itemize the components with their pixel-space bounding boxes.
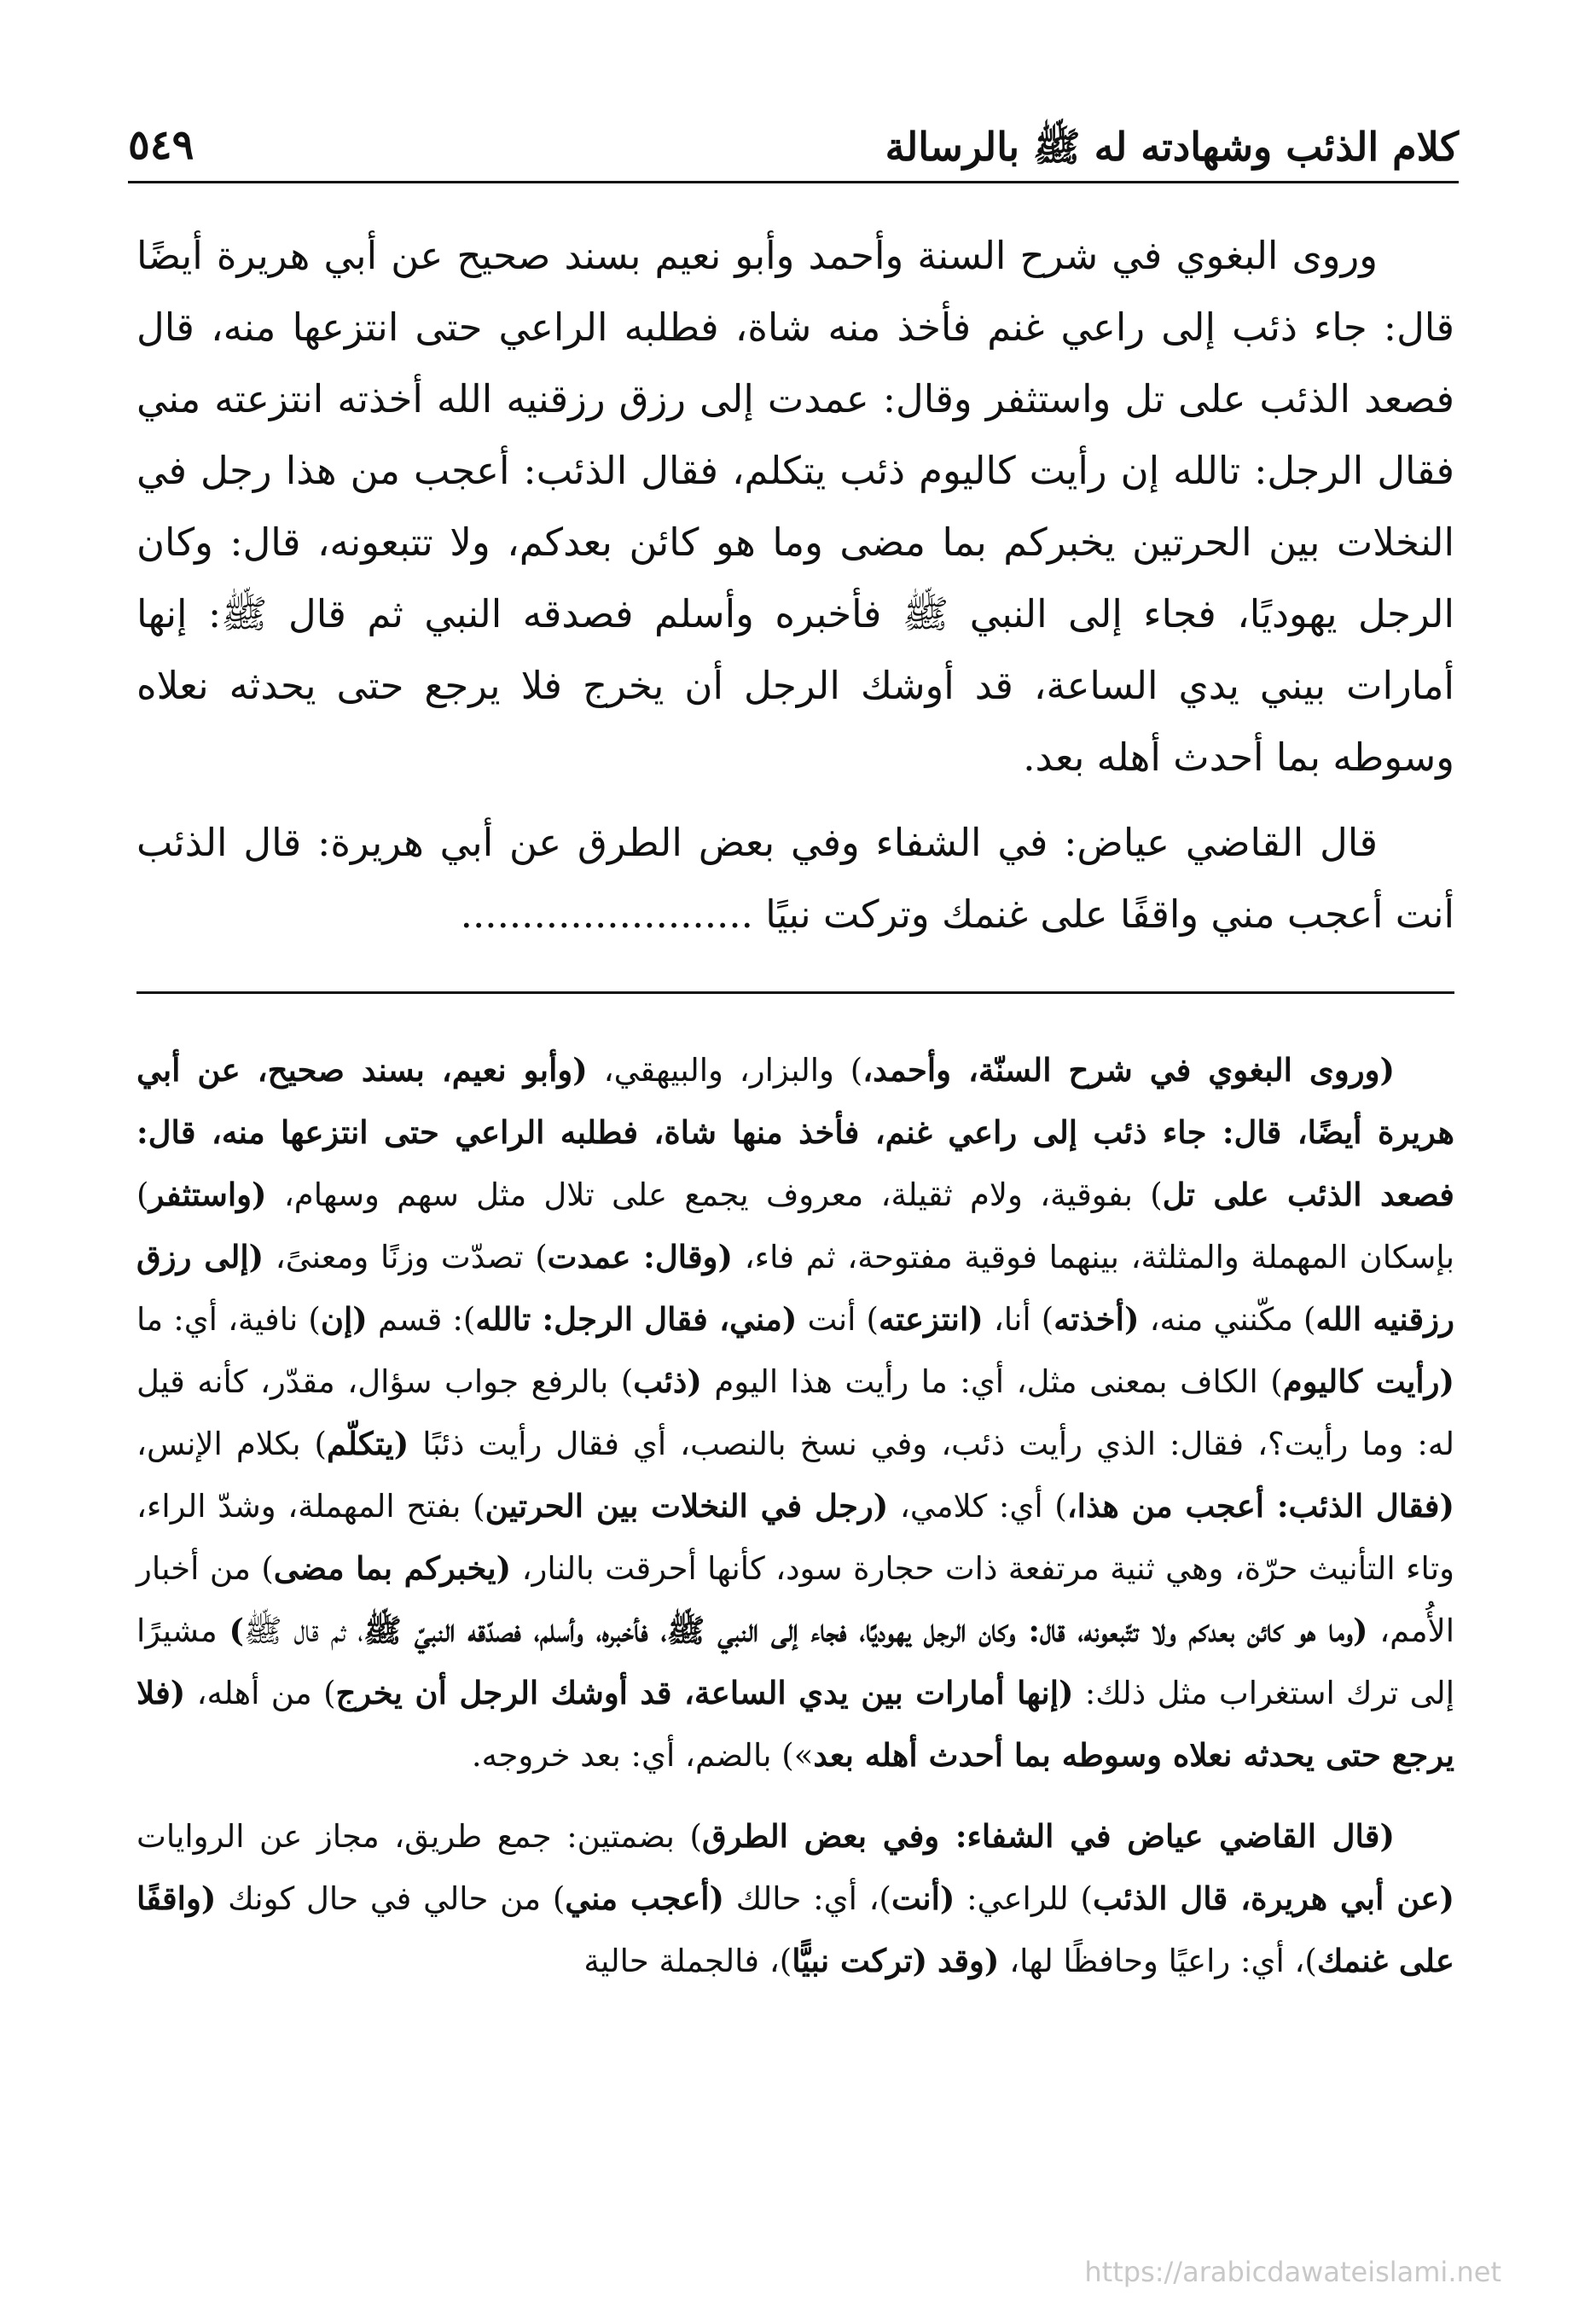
commentary-run: ) أنت: [797, 1301, 879, 1338]
quoted-matn-run: (إنها أمارات بين يدي الساعة، قد أوشك الرجل أن يخرج: [335, 1674, 1074, 1711]
quoted-matn-run: (عن أبي هريرة، قال الذئب: [1092, 1880, 1455, 1917]
commentary-run: )، أي: راعيًا وحافظًا لها،: [999, 1943, 1317, 1979]
commentary-run: ) مكّنني منه،: [1139, 1301, 1316, 1338]
header-rule: [128, 181, 1459, 183]
quoted-matn-run: (رجل في النخلات بين الحرتين: [485, 1487, 889, 1525]
commentary-run: ) للراعي:: [955, 1880, 1093, 1917]
matn-paragraph: وروى البغوي في شرح السنة وأحمد وأبو نعيم بسند صحيح عن أبي هريرة أيضًا قال: جاء ذئب إلى راعي غنم فأخذ منه شاة، فطلبه الراعي حتى انتزعها منه، قال فصعد الذئب على تل واستثفر وقال: عمدت إلى رزق رزقنيه الله أخذته انتزعته مني فقال الرجل: تالله إن رأيت كاليوم ذئب يتكلم، فقال الذئب: أعجب من هذا رجل في النخلات بين الحرتين يخبركم بما مضى وما هو كائن بعدكم، ولا تتبعونه، قال: وكان الرجل يهوديًا، فجاء إلى النبي ﷺ فأخبره وأسلم فصدقه النبي ثم قال ﷺ: إنها أمارات بيني يدي الساعة، قد أوشك الرجل أن يخرج فلا يرجع حتى يحدثه نعلاه وسوطه بما أحدث أهله بعد.: [136, 233, 1454, 780]
commentary-run: مشيرًا إلى ترك استغراب مثل ذلك:: [136, 1612, 1454, 1711]
quoted-matn-run: (يخبركم بما مضى: [273, 1549, 512, 1587]
quoted-matn-run: (أنت: [891, 1880, 955, 1917]
quoted-matn-run: ): [229, 1612, 244, 1649]
quoted-matn-run: (وقد: [937, 1942, 1000, 1979]
commentary-run: ) نافية، أي: ما: [136, 1301, 321, 1338]
commentary-run: ): قسم: [367, 1301, 476, 1338]
quoted-matn-run: (قال القاضي عياض في الشفاء: وفي بعض الطرق: [701, 1817, 1395, 1855]
quoted-matn-run: (وأبو نعيم، بسند صحيح، عن أبي هريرة أيضًا، قال: جاء ذئب إلى راعي غنم، فأخذ منها شاة، فطلبه الراعي حتى انتزعها منه، قال: فصعد الذئب على تل: [136, 1051, 1454, 1213]
chapter-title: كلام الذئب وشهادته له ﷺ بالرسالة: [885, 123, 1459, 170]
commentary-run: ) بفوقية، ولام ثقيلة، معروف يجمع على تلال مثل سهم وسهام،: [266, 1177, 1163, 1213]
quoted-matn-run: (إن: [320, 1300, 368, 1338]
commentary-run: ) من أهله،: [185, 1675, 336, 1711]
commentary-run: ») بالضم، أي: بعد خروجه.: [471, 1737, 814, 1774]
commentary-run: ) تصدّت وزنًا ومعنىً،: [264, 1239, 548, 1275]
commentary-run: [927, 1943, 937, 1979]
commentary-run: ) من أخبار الأُمم،: [136, 1550, 1454, 1649]
quoted-matn-run: (وروى البغوي في شرح السنّة، وأحمد،: [862, 1051, 1395, 1089]
quoted-matn-run: (وقال: عمدت: [547, 1238, 734, 1275]
quoted-matn-run: (تركت نبيًّا: [792, 1942, 928, 1979]
commentary-paragraph: [136, 1805, 1454, 1992]
commentary-run: ) بالرفع جواب سؤال، مقدّر، كأنه قيل له: وما رأيت؟، فقال: الذي رأيت ذئب، وفي نسخ بالنصب، أي فقال رأيت ذئبًا: [136, 1363, 1455, 1462]
commentary-run: ) الكاف بمعنى مثل، أي: ما رأيت هذا اليوم: [701, 1363, 1283, 1400]
quoted-matn-run: (واقفًا على غنمك: [136, 1880, 1454, 1979]
section-separator: [136, 991, 1454, 994]
quoted-matn-run: (إلى رزق رزقنيه الله: [136, 1238, 1454, 1338]
commentary-run: ) بإسكان المهملة والمثلثة، بينهما فوقية مفتوحة، ثم فاء،: [136, 1177, 1455, 1275]
quoted-matn-run: (أعجب مني: [565, 1880, 725, 1917]
commentary-run: ) أنا،: [983, 1301, 1054, 1338]
commentary-run: ) بضمتين: جمع طريق، مجاز عن الروايات: [136, 1818, 702, 1855]
quoted-matn-run: (يتكلّم: [327, 1425, 409, 1462]
commentary-run: ، ثم قال ﷺ: [243, 1612, 364, 1649]
commentary-run: )، أي: حالك: [724, 1880, 891, 1917]
quoted-matn-run: (مني، فقال الرجل: تالله: [475, 1300, 798, 1338]
running-header: [128, 94, 1459, 171]
commentary-paragraph: [136, 1039, 1454, 1787]
commentary-run: )، فالجملة حالية: [583, 1943, 792, 1979]
quoted-matn-run: (وما هو كائن بعدكم ولا تتّبعونه، قال: وكان الرجل يهوديًا، فجاء إلى النبي ﷺ، فأخبره، وأسلم، فصدّقه النبيّ ﷺ: [363, 1612, 1368, 1649]
quoted-matn-run: (انتزعته: [878, 1300, 984, 1338]
quoted-matn-run: (فلا يرجع حتى يحدثه نعلاه وسوطه بما أحدث أهله بعد: [136, 1674, 1454, 1774]
matn-text: [136, 220, 1454, 950]
quoted-matn-run: (رأيت كاليوم: [1282, 1362, 1455, 1400]
quoted-matn-run: (ذئب: [633, 1362, 702, 1400]
commentary-run: ) أي: كلامي،: [888, 1488, 1067, 1525]
page-number: ٥٤٩: [128, 121, 194, 170]
quoted-matn-run: (أخذته: [1054, 1300, 1140, 1338]
commentary-run: ) بفتح المهملة، وشدّ الراء، وتاء التأنيث حرّة، وهي ثنية مرتفعة ذات حجارة سود، كأنها أحرقت بالنار،: [136, 1488, 1454, 1587]
commentary-text: [136, 1039, 1454, 1992]
commentary-run: ) بكلام الإنس،: [136, 1426, 327, 1462]
matn-paragraph: قال القاضي عياض: في الشفاء وفي بعض الطرق عن أبي هريرة: قال الذئب أنت أعجب مني واقفًا على غنمك وتركت نبيًا ........................: [136, 820, 1454, 937]
commentary-run: ) والبزار، والبيهقي،: [587, 1052, 863, 1089]
watermark-url: https://arabicdawateislami.net: [1084, 2256, 1501, 2288]
commentary-run: ) من حالي في حال كونك: [216, 1880, 566, 1917]
quoted-matn-run: (واستثفر: [148, 1176, 267, 1213]
quoted-matn-run: (فقال الذئب: أعجب من هذا،: [1066, 1487, 1454, 1525]
